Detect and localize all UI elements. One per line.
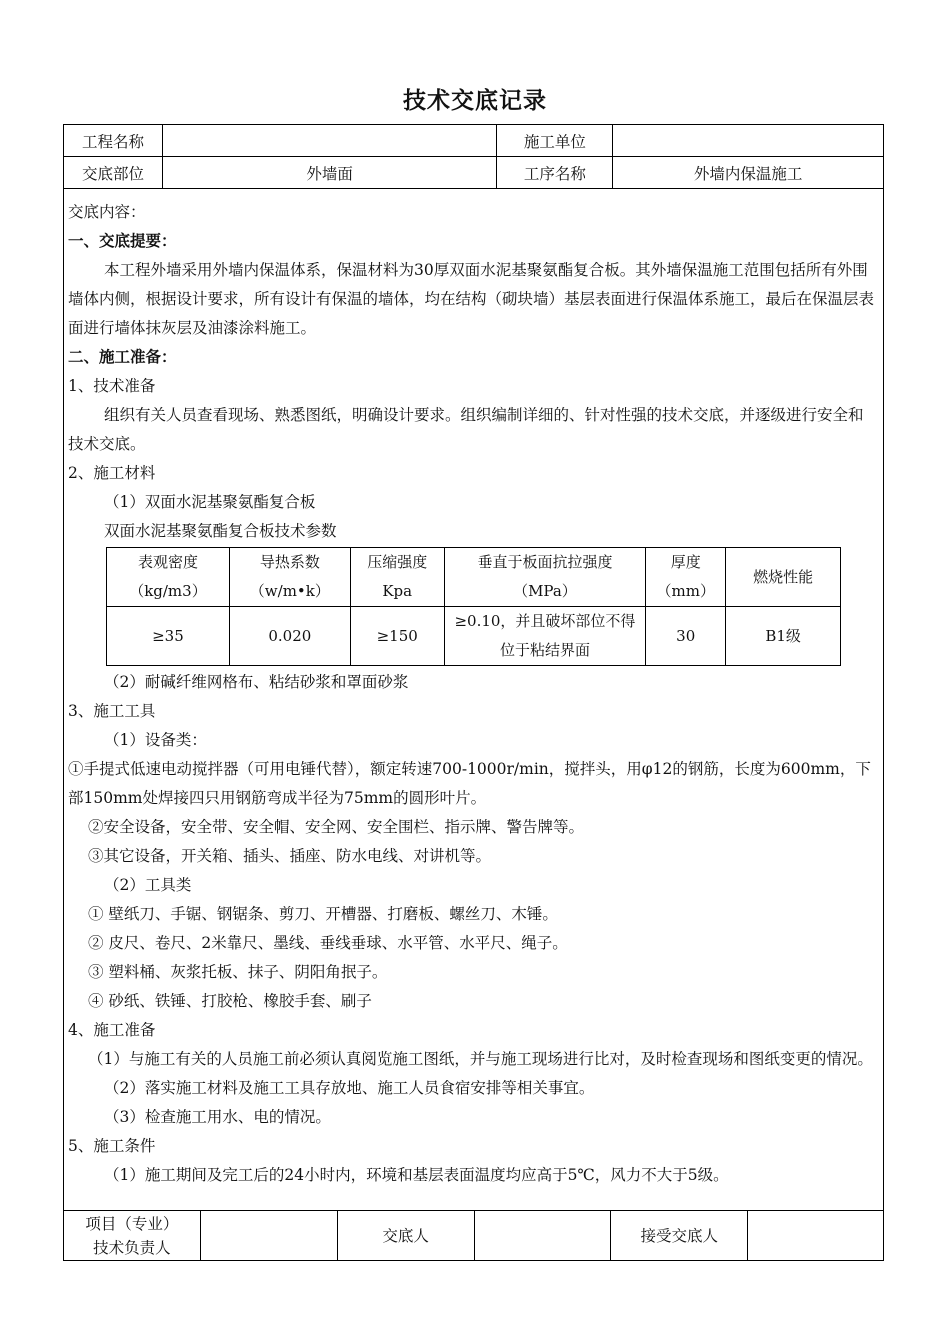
signature-row <box>64 1211 884 1261</box>
material-item-1: （1）双面水泥基聚氨酯复合板 <box>104 493 316 511</box>
material-item-2: （2）耐碱纤维网格布、粘结砂浆和罩面砂浆 <box>104 673 409 691</box>
header-row-1 <box>64 125 884 157</box>
prep-1-text: 组织有关人员查看现场、熟悉图纸，明确设计要求。组织编制详细的、针对性强的技术交底，并逐级进行安全和技术交底。 <box>68 406 864 453</box>
header-density: 表观密度 （kg/m3） <box>107 548 230 607</box>
tool-2: ② 皮尺、卷尺、2米靠尺、墨线、垂线垂球、水平管、水平尺、绳子。 <box>88 934 568 952</box>
content-intro: 交底内容： <box>68 203 146 221</box>
prep-4-title: 4、施工准备 <box>68 1021 156 1039</box>
project-name-field[interactable] <box>162 125 497 157</box>
equipment-1: ①手提式低速电动搅拌器（可用电锤代替），额定转速700-1000r/min，搅拌头，用φ12的钢筋，长度为600mm，下部150mm处焊接四只用钢筋弯成半径为75mm的圆形叶片。 <box>68 760 871 807</box>
header-fire-rating: 燃烧性能 <box>726 548 841 607</box>
prep-4-item-3: （3）检查施工用水、电的情况。 <box>104 1108 331 1126</box>
contractor-field[interactable] <box>613 125 884 157</box>
tech-lead-label: 项目（专业） 技术负责人 <box>64 1211 201 1261</box>
header-thickness: 厚度 （mm） <box>646 548 726 607</box>
value-conductivity: 0.020 <box>229 607 350 666</box>
prep-5-title: 5、施工条件 <box>68 1137 156 1155</box>
prep-1-title: 1、技术准备 <box>68 377 156 395</box>
value-fire-rating: B1级 <box>726 607 841 666</box>
prep-4-item-1: （1）与施工有关的人员施工前必须认真阅览施工图纸，并与施工现场进行比对，及时检查现场和图纸变更的情况。 <box>88 1050 873 1068</box>
project-name-label: 工程名称 <box>64 125 163 157</box>
discloser-signature-field[interactable] <box>474 1211 611 1261</box>
tool-1: ① 壁纸刀、手锯、钢锯条、剪刀、开槽器、打磨板、螺丝刀、木锤。 <box>88 905 558 923</box>
equipment-2: ②安全设备，安全带、安全帽、安全网、安全围栏、指示牌、警告牌等。 <box>88 818 585 836</box>
header-conductivity: 导热系数 （w/m•k） <box>229 548 350 607</box>
process-field[interactable]: 外墙内保温施工 <box>613 157 884 189</box>
header-table <box>63 124 884 189</box>
prep-4-item-2: （2）落实施工材料及施工工具存放地、施工人员食宿安排等相关事宜。 <box>104 1079 595 1097</box>
tools-sub-1: （1）设备类： <box>104 731 207 749</box>
header-tensile: 垂直于板面抗拉强度 （MPa） <box>444 548 646 607</box>
section-2-heading: 二、施工准备： <box>68 348 177 366</box>
header-compressive: 压缩强度 Kpa <box>350 548 444 607</box>
signature-table <box>63 1210 884 1261</box>
value-tensile: ≥0.10，并且破坏部位不得位于粘结界面 <box>444 607 646 666</box>
value-density: ≥35 <box>107 607 230 666</box>
section-1-text: 本工程外墙采用外墙内保温体系，保温材料为30厚双面水泥基聚氨酯复合板。其外墙保温施工范围包括所有外围墙体内侧，根据设计要求，所有设计有保温的墙体，均在结构（砌块墙）基层表面进行保温体系施工，最后在保温层表面进行墙体抹灰层及油漆涂料施工。 <box>68 261 875 337</box>
prep-2-title: 2、施工材料 <box>68 464 156 482</box>
contractor-label: 施工单位 <box>497 125 613 157</box>
section-1-heading: 一、交底提要： <box>68 232 177 250</box>
value-compressive: ≥150 <box>350 607 444 666</box>
tool-4: ④ 砂纸、铁锤、打胶枪、橡胶手套、刷子 <box>88 992 372 1010</box>
process-label: 工序名称 <box>497 157 613 189</box>
parameters-table <box>106 547 841 666</box>
equipment-3: ③其它设备，开关箱、插头、插座、防水电线、对讲机等。 <box>88 847 492 865</box>
value-thickness: 30 <box>646 607 726 666</box>
receiver-signature-field[interactable] <box>748 1211 884 1261</box>
table-caption: 双面水泥基聚氨酯复合板技术参数 <box>104 522 337 540</box>
parameters-value-row <box>107 607 841 666</box>
header-row-2 <box>64 157 884 189</box>
location-field[interactable]: 外墙面 <box>162 157 497 189</box>
location-label: 交底部位 <box>64 157 163 189</box>
discloser-label: 交底人 <box>337 1211 474 1261</box>
tech-lead-signature-field[interactable] <box>200 1211 337 1261</box>
prep-5-item-1: （1）施工期间及完工后的24小时内，环境和基层表面温度均应高于5℃，风力不大于5级。 <box>104 1166 729 1184</box>
disclosure-content <box>68 198 878 1190</box>
tools-sub-2: （2）工具类 <box>104 876 192 894</box>
tool-3: ③ 塑料桶、灰浆托板、抹子、阴阳角抿子。 <box>88 963 388 981</box>
parameters-header-row <box>107 548 841 607</box>
page-title: 技术交底记录 <box>403 88 547 114</box>
receiver-label: 接受交底人 <box>611 1211 748 1261</box>
prep-3-title: 3、施工工具 <box>68 702 156 720</box>
